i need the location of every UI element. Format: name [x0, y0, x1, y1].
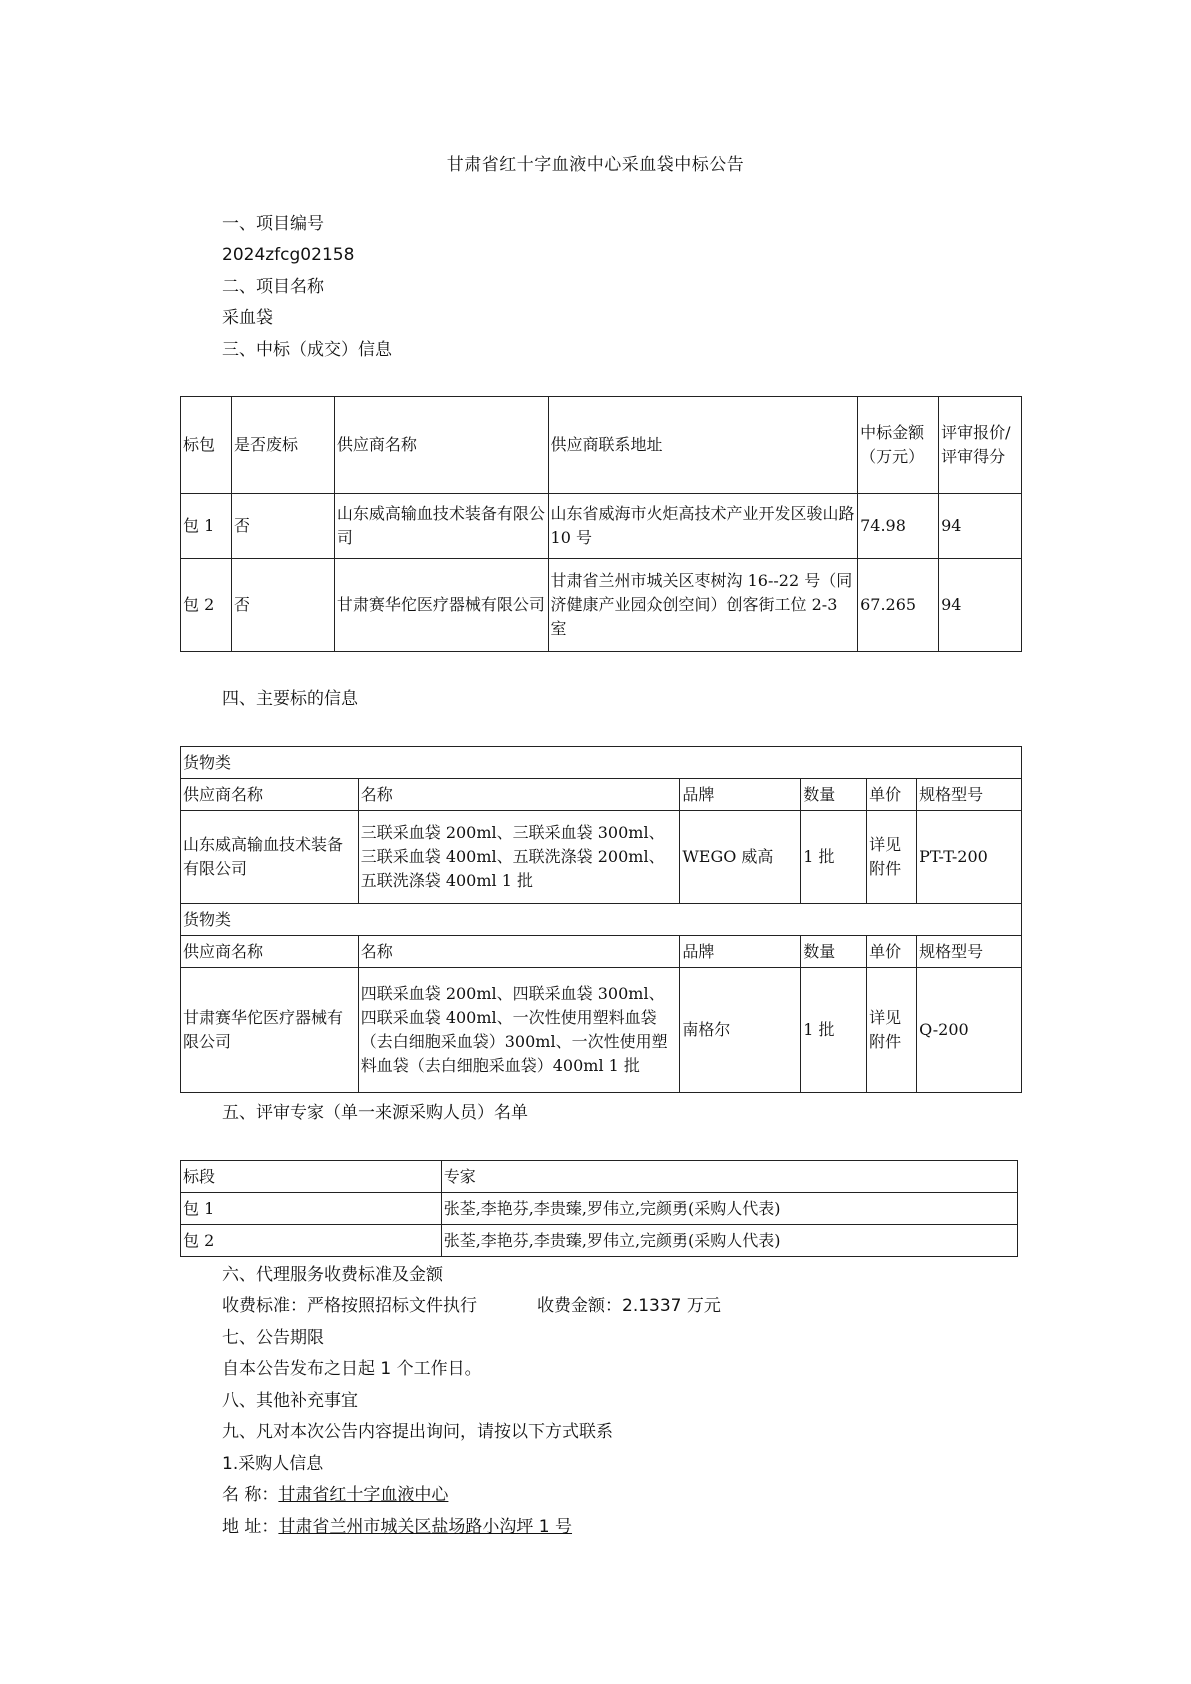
- table-row: [181, 559, 1022, 652]
- header-cell: 数量: [801, 936, 867, 968]
- header-cell: 品牌: [680, 936, 801, 968]
- purchaser-name-line: [222, 1483, 448, 1507]
- table-cell: 1 批: [801, 968, 867, 1093]
- header-cell: 单价: [867, 936, 917, 968]
- table-row: [181, 494, 1022, 559]
- project-number: 2024zfcg02158: [222, 245, 355, 265]
- table-row: [181, 811, 1022, 904]
- table-cell: 山东威高输血技术装备有限公司: [334, 494, 548, 559]
- table-cell: Q-200: [917, 968, 1022, 1093]
- table-cell: 甘肃赛华佗医疗器械有限公司: [334, 559, 548, 652]
- table-cell: 详见附件: [867, 811, 917, 904]
- section-6-heading: 六、代理服务收费标准及金额: [222, 1265, 443, 1285]
- table-cell: 四联采血袋 200ml、四联采血袋 300ml、四联采血袋 400ml、一次性使用塑料血袋（去白细胞采血袋）300ml、一次性使用塑料血袋（去白细胞采血袋）400ml 1 批: [358, 968, 680, 1093]
- goods-category-row: [181, 904, 1022, 936]
- header-cell: 是否废标: [231, 397, 334, 494]
- header-cell: 数量: [801, 779, 867, 811]
- table-cell: 74.98: [858, 494, 939, 559]
- header-cell: 标段: [181, 1161, 442, 1193]
- table-cell: 详见附件: [867, 968, 917, 1093]
- purchaser-name-label: 名 称：: [222, 1485, 279, 1505]
- goods-table: [180, 746, 1022, 1093]
- document-title: 甘肃省红十字血液中心采血袋中标公告: [446, 155, 745, 175]
- goods-category: 货物类: [181, 747, 1022, 779]
- award-table: [180, 396, 1022, 652]
- table-row: [181, 1193, 1018, 1225]
- header-cell: 规格型号: [917, 936, 1022, 968]
- table-row: [181, 1225, 1018, 1257]
- award-table-header: [181, 397, 1022, 494]
- goods-category-row: [181, 747, 1022, 779]
- section-1-heading: 一、项目编号: [222, 214, 324, 234]
- goods-category: 货物类: [181, 904, 1022, 936]
- expert-table: [180, 1160, 1018, 1257]
- expert-header-row: [181, 1161, 1018, 1193]
- table-cell: 甘肃省兰州市城关区枣树沟 16--22 号（同济健康产业园众创空间）创客街工位 2-3 室: [548, 559, 858, 652]
- purchaser-address-label: 地 址：: [222, 1517, 279, 1537]
- header-cell: 标包: [181, 397, 232, 494]
- header-cell: 供应商联系地址: [548, 397, 858, 494]
- table-cell: 94: [939, 494, 1022, 559]
- table-cell: 张荃,李艳芬,李贵臻,罗伟立,完颜勇(采购人代表): [441, 1193, 1017, 1225]
- section-8-heading: 八、其他补充事宜: [222, 1391, 358, 1411]
- table-row: [181, 968, 1022, 1093]
- header-cell: 名称: [358, 779, 680, 811]
- fee-standard: 收费标准：严格按照招标文件执行: [222, 1296, 477, 1316]
- table-cell: 否: [231, 494, 334, 559]
- section-9-heading: 九、凡对本次公告内容提出询问，请按以下方式联系: [222, 1422, 613, 1442]
- table-cell: 94: [939, 559, 1022, 652]
- table-cell: 包 1: [181, 494, 232, 559]
- section-4-heading: 四、主要标的信息: [222, 689, 358, 709]
- table-cell: 1 批: [801, 811, 867, 904]
- notice-period: 自本公告发布之日起 1 个工作日。: [222, 1359, 482, 1379]
- table-cell: WEGO 威高: [680, 811, 801, 904]
- purchaser-address: 甘肃省兰州市城关区盐场路小沟坪 1 号: [278, 1517, 573, 1537]
- header-cell: 名称: [358, 936, 680, 968]
- header-cell: 供应商名称: [181, 779, 359, 811]
- header-cell: 中标金额（万元）: [858, 397, 939, 494]
- table-cell: 三联采血袋 200ml、三联采血袋 300ml、三联采血袋 400ml、五联洗涤袋 200ml、五联洗涤袋 400ml 1 批: [358, 811, 680, 904]
- table-cell: PT-T-200: [917, 811, 1022, 904]
- header-cell: 单价: [867, 779, 917, 811]
- fee-line: [222, 1294, 721, 1318]
- header-cell: 评审报价/评审得分: [939, 397, 1022, 494]
- fee-amount: 收费金额：2.1337 万元: [537, 1296, 721, 1316]
- header-cell: 品牌: [680, 779, 801, 811]
- section-2-heading: 二、项目名称: [222, 277, 324, 297]
- table-cell: 甘肃赛华佗医疗器械有限公司: [181, 968, 359, 1093]
- goods-header-row: [181, 779, 1022, 811]
- purchaser-address-line: [222, 1515, 572, 1539]
- table-cell: 山东省威海市火炬高技术产业开发区骏山路 10 号: [548, 494, 858, 559]
- table-cell: 否: [231, 559, 334, 652]
- table-cell: 67.265: [858, 559, 939, 652]
- table-cell: 包 2: [181, 1225, 442, 1257]
- section-5-heading: 五、评审专家（单一来源采购人员）名单: [222, 1103, 528, 1123]
- header-cell: 规格型号: [917, 779, 1022, 811]
- purchaser-name: 甘肃省红十字血液中心: [278, 1485, 449, 1505]
- goods-header-row: [181, 936, 1022, 968]
- table-cell: 包 1: [181, 1193, 442, 1225]
- table-cell: 包 2: [181, 559, 232, 652]
- header-cell: 供应商名称: [334, 397, 548, 494]
- header-cell: 专家: [441, 1161, 1017, 1193]
- table-cell: 山东威高输血技术装备有限公司: [181, 811, 359, 904]
- table-cell: 南格尔: [680, 968, 801, 1093]
- table-cell: 张荃,李艳芬,李贵臻,罗伟立,完颜勇(采购人代表): [441, 1225, 1017, 1257]
- purchaser-info-heading: 1.采购人信息: [222, 1454, 324, 1474]
- section-3-heading: 三、中标（成交）信息: [222, 340, 392, 360]
- header-cell: 供应商名称: [181, 936, 359, 968]
- project-name: 采血袋: [222, 308, 273, 328]
- section-7-heading: 七、公告期限: [222, 1328, 324, 1348]
